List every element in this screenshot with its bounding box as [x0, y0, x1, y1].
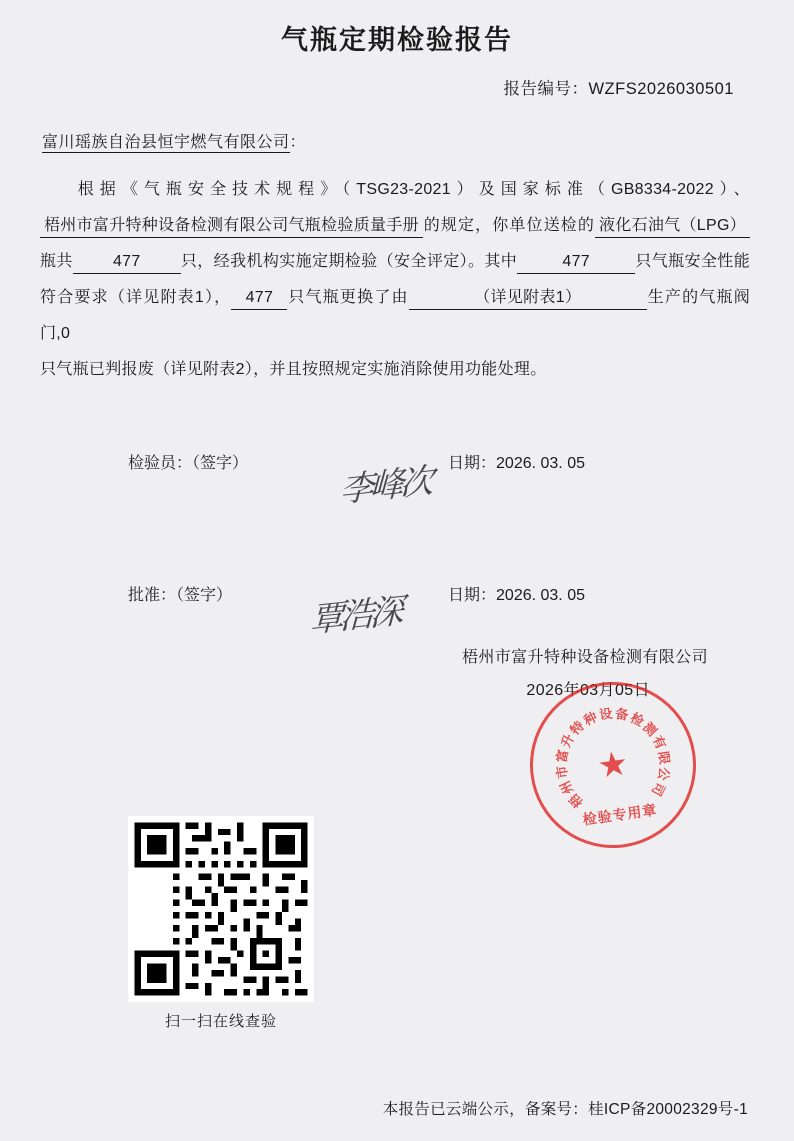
- report-body: [40, 172, 754, 388]
- seal-star-icon: ★: [595, 744, 631, 786]
- gas-type-field: 液化石油气（LPG）: [595, 215, 750, 238]
- inspector-label: 检验员：（签字）: [128, 455, 249, 472]
- approver-date: [448, 582, 585, 605]
- addressee-name: 富川瑶族自治县恒宇燃气有限公司: [42, 134, 290, 151]
- footer-note: 本报告已云端公示，备案号：桂ICP备20002329号-1: [382, 1101, 748, 1118]
- seal-ring-char: 梧: [566, 790, 586, 811]
- inspection-seal: [519, 671, 706, 858]
- qualified-count-field: 477: [517, 251, 635, 274]
- seal-ring-char: 有: [649, 733, 669, 752]
- body-segment-1: 根据《气瓶安全技术规程》（TSG23-2021）及国家标准（GB8334-2022）、: [72, 181, 750, 198]
- seal-ring-char: 备: [614, 705, 630, 723]
- scrapped-count-field: 0: [61, 325, 71, 342]
- seal-ring-char: 州: [557, 778, 577, 797]
- seal-ring-char: 市: [553, 764, 571, 780]
- quality-manual-field: 梧州市富升特种设备检测有限公司气瓶检验质量手册: [40, 215, 423, 238]
- approver-signature: 覃浩深: [309, 591, 401, 641]
- qr-block: [128, 816, 314, 1031]
- addressee-suffix: ：: [289, 134, 307, 151]
- valve-changed-count-field: 477: [231, 287, 287, 310]
- report-number-line: [40, 75, 754, 99]
- body-segment-6: 只气瓶更换了由: [287, 289, 409, 306]
- seal-ring-char: 检: [627, 709, 647, 730]
- inspector-block: [40, 450, 754, 511]
- inspector-date-label: 日期：: [448, 455, 497, 472]
- approver-row: [128, 582, 754, 641]
- seal-ring-char: 设: [598, 705, 614, 723]
- qr-caption: 扫一扫在线查验: [164, 1013, 277, 1030]
- inspector-date-value: 2026. 03. 05: [496, 455, 585, 472]
- valve-maker-field: （详见附表1）: [409, 287, 647, 310]
- seal-ring-char: 种: [581, 709, 600, 729]
- addressee-line: [40, 129, 754, 152]
- body-segment-2: 的规定，你单位送检的: [422, 217, 595, 234]
- seal-ring-char: 特: [567, 718, 588, 738]
- seal-ring-char: 限: [655, 750, 673, 766]
- page-title: 气瓶定期检验报告: [281, 25, 513, 56]
- approver-date-value: 2026. 03. 05: [496, 587, 585, 604]
- approver-date-label: 日期：: [448, 587, 497, 604]
- seal-ring-char: 富: [553, 748, 571, 764]
- body-segment-5: 只气瓶安全性能符合要求（详见附表1），: [40, 253, 750, 306]
- seal-bottom-text: 检验专用章: [581, 801, 659, 828]
- approver-label: 批准：（签字）: [128, 587, 233, 604]
- body-segment-8: 只气瓶已判报废（详见附表2），并且按照规定实施消除使用功能处理。: [40, 361, 547, 378]
- seal-ring-char: 升: [557, 731, 578, 751]
- inspector-signature: 李峰次: [339, 461, 431, 511]
- issuer-date: 2026年03月05日: [526, 682, 650, 699]
- report-page: [0, 18, 794, 1141]
- issuer-company: 梧州市富升特种设备检测有限公司: [461, 649, 708, 666]
- seal-ring-char: 公: [655, 766, 673, 782]
- approver-block: [40, 582, 754, 641]
- seal-ring-char: 司: [648, 779, 669, 799]
- total-count-field: 477: [73, 251, 181, 274]
- body-segment-4: 只，经我机构实施定期检验（安全评定）。其中: [180, 253, 518, 270]
- body-segment-3: 瓶共: [40, 253, 73, 270]
- report-number-value: WZFS2026030501: [588, 80, 734, 98]
- inspector-row: [128, 450, 754, 511]
- body-segment-7: 生产的气瓶阀门,: [40, 289, 750, 342]
- inspector-date: [448, 450, 585, 473]
- seal-ring-char: 测: [640, 719, 660, 740]
- report-number-label: 报告编号：: [503, 80, 589, 98]
- qr-code-icon[interactable]: [128, 816, 314, 1002]
